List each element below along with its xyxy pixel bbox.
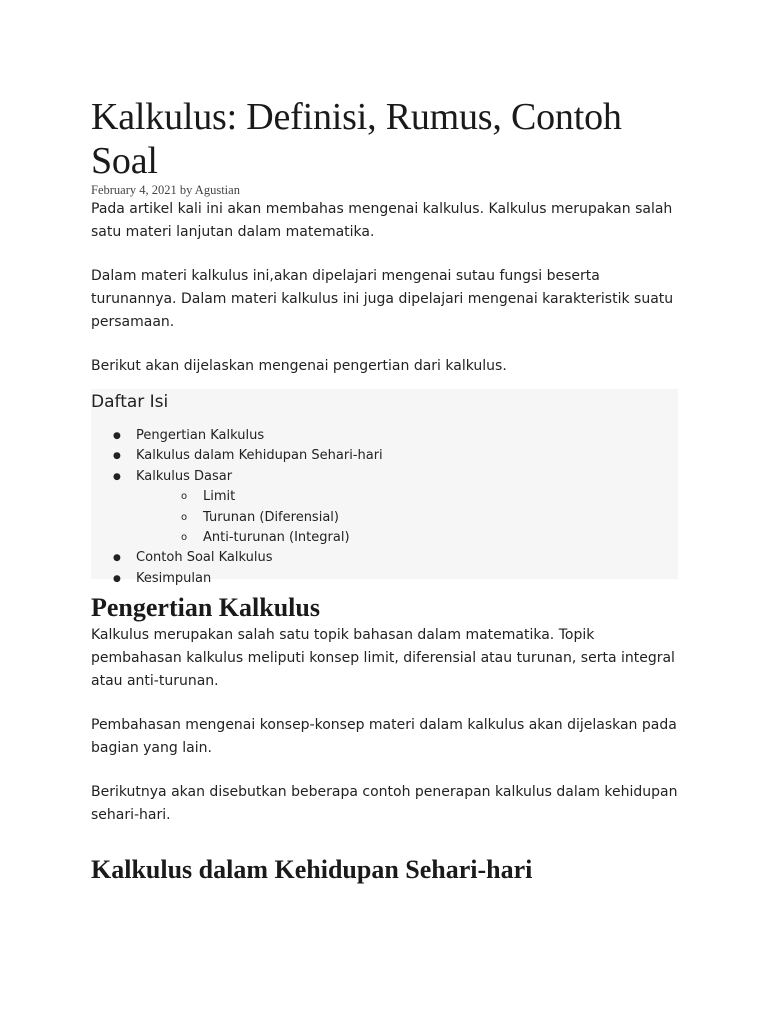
circle-bullet-icon: o	[181, 491, 188, 503]
toc-item-turunan[interactable]: o Turunan (Diferensial)	[91, 508, 383, 528]
table-of-contents	[91, 389, 678, 586]
intro-paragraph-2: Dalam materi kalkulus ini,akan dipelajari mengenai sutau fungsi beserta turunannya. Dalam materi kalkulus ini juga dipelajari mengenai karakteristik suatu persamaan.	[91, 268, 674, 330]
toc-item-pengertian-kalkulus[interactable]: ● Pengertian Kalkulus	[91, 426, 383, 446]
toc-item-kehidupan-sehari-hari[interactable]: ● Kalkulus dalam Kehidupan Sehari-hari	[91, 446, 383, 466]
circle-bullet-icon: o	[181, 532, 188, 544]
toc-item-limit[interactable]: o Limit	[91, 487, 383, 507]
section-heading-kehidupan: Kalkulus dalam Kehidupan Sehari-hari	[91, 855, 533, 884]
section-heading-pengertian: Pengertian Kalkulus	[91, 593, 320, 622]
section1-paragraph-1: Kalkulus merupakan salah satu topik bahasan dalam matematika. Topik pembahasan kalkulus meliputi konsep limit, diferensial atau turunan, serta integral atau anti-turunan.	[91, 627, 675, 689]
circle-bullet-icon: o	[181, 511, 188, 523]
bullet-icon: ●	[113, 553, 121, 564]
section1-paragraph-2: Pembahasan mengenai konsep-konsep materi dalam kalkulus akan dijelaskan pada bagian yang lain.	[91, 717, 677, 756]
section1-paragraph-3: Berikutnya akan disebutkan beberapa contoh penerapan kalkulus dalam kehidupan sehari-hari.	[91, 784, 678, 823]
intro-paragraph-1: Pada artikel kali ini akan membahas mengenai kalkulus. Kalkulus merupakan salah satu materi lanjutan dalam matematika.	[91, 201, 673, 240]
toc-item-anti-turunan[interactable]: o Anti-turunan (Integral)	[91, 528, 383, 548]
bullet-icon: ●	[113, 573, 121, 584]
article-title: Kalkulus: Definisi, Rumus, Contoh Soal	[91, 96, 622, 182]
toc-title: Daftar Isi	[91, 392, 169, 412]
toc-item-kalkulus-dasar[interactable]: ● Kalkulus Dasar	[91, 467, 383, 487]
article-meta: February 4, 2021 by Agustian	[91, 183, 240, 197]
bullet-icon: ●	[113, 431, 121, 441]
bullet-icon: ●	[113, 451, 121, 462]
article	[91, 95, 681, 885]
toc-item-contoh-soal[interactable]: ● Contoh Soal Kalkulus	[91, 548, 383, 568]
bullet-icon: ●	[113, 471, 121, 482]
toc-item-kesimpulan[interactable]: ● Kesimpulan	[91, 569, 383, 589]
intro-paragraph-3: Berikut akan dijelaskan mengenai pengertian dari kalkulus.	[91, 358, 507, 374]
toc-list	[91, 426, 383, 589]
